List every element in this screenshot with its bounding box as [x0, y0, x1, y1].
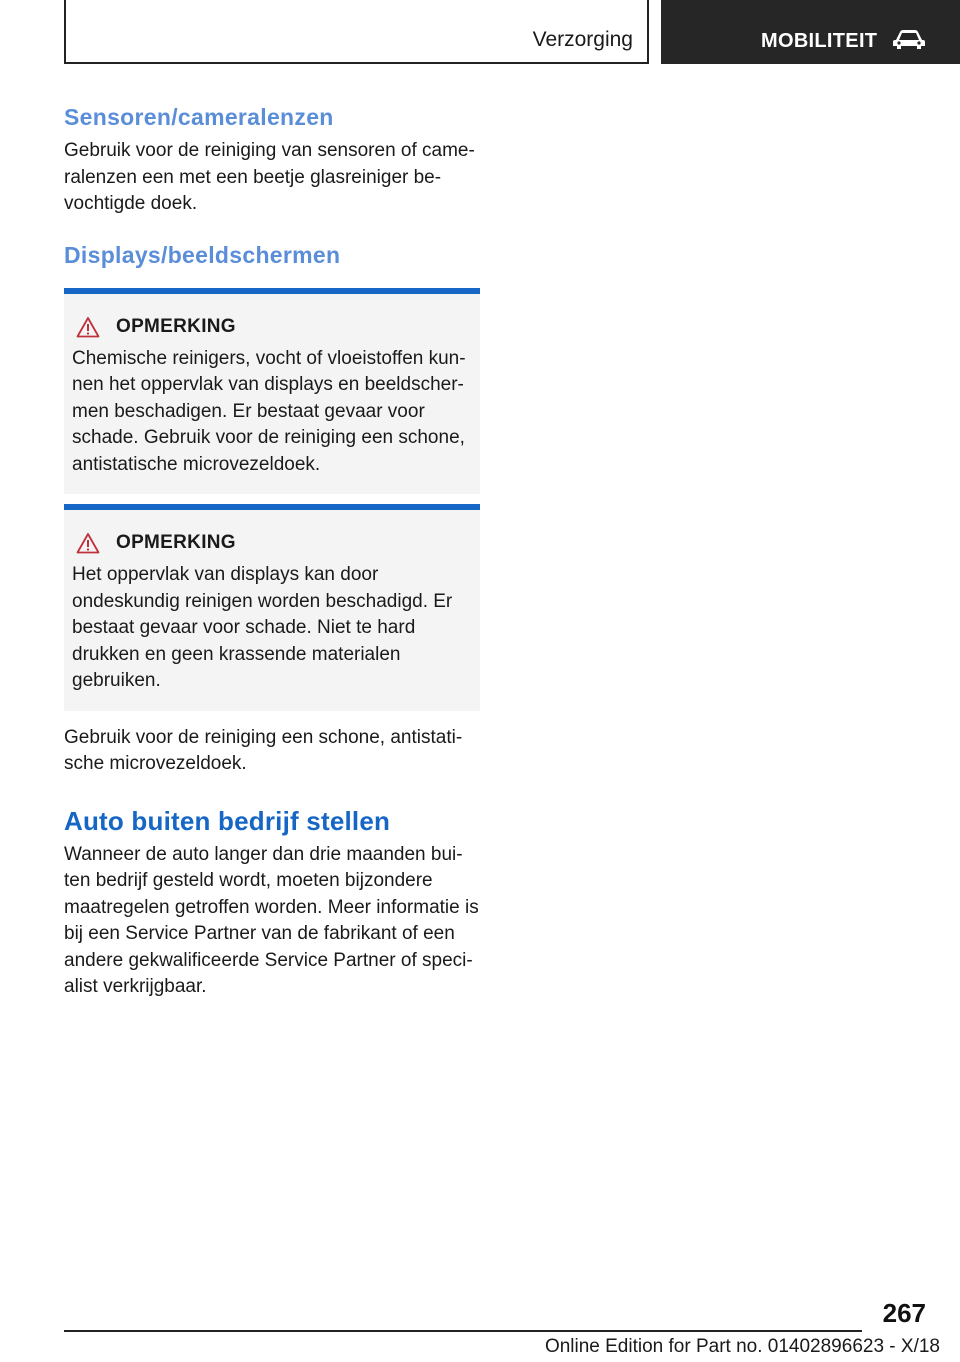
notice-box — [64, 504, 480, 711]
notice-text: Chemische reinigers, vocht of vloeistoffen kunnen het oppervlak van displays en beeldschermen beschadigen. Er bestaat gevaar voor schade. Gebruik voor de reiniging een schone, antistatische microvezeldoek. — [72, 347, 466, 475]
displays-heading: Displays/beeldschermen — [64, 241, 341, 268]
page-content — [64, 100, 480, 1001]
sensors-heading: Sensoren/cameralenzen — [64, 104, 334, 130]
header-section-box — [64, 0, 649, 64]
displays-text: Gebruik voor de reiniging een schone, antistatische microvezeldoek. — [64, 726, 463, 774]
car-icon — [892, 28, 926, 50]
notice-title: OPMERKING — [116, 532, 236, 553]
chapter-tab — [661, 0, 960, 64]
chapter-label: MOBILITEIT — [761, 30, 878, 52]
section-title: Verzorging — [532, 28, 633, 51]
warning-triangle-icon — [76, 316, 100, 338]
storage-heading: Auto buiten bedrijf stellen — [64, 805, 391, 836]
footer-divider — [64, 1330, 862, 1332]
notice-title: OPMERKING — [116, 315, 236, 337]
storage-text: Wanneer de auto langer dan drie maanden buiten bedrijf gesteld wordt, moeten bijzondere maatregelen getroffen worden. Meer informatie is bij een Service Partner van de fabrikant of een andere gekwalificeerde Service Partner of specialist verkrijgbaar. — [64, 843, 479, 997]
page-number: 267 — [882, 1298, 926, 1328]
sensors-text: Gebruik voor de reiniging van sensoren of cameralenzen een met een beetje glasreiniger bevochtigde doek. — [64, 140, 475, 214]
warning-triangle-icon — [76, 532, 100, 554]
footer-edition: Online Edition for Part no. 01402896623 - X/18 — [544, 1336, 940, 1357]
notice-text: Het oppervlak van displays kan door ondeskundig reinigen worden beschadigd. Er bestaat gevaar voor schade. Niet te hard drukken en geen krassende materialen gebruiken. — [72, 564, 453, 691]
notice-box — [64, 288, 480, 495]
